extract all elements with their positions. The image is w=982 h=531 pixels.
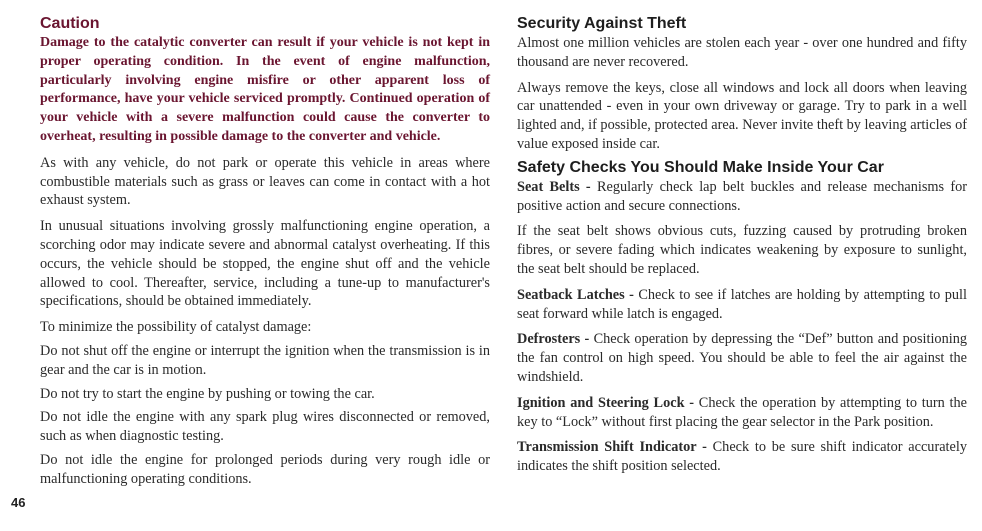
item-label: Seat Belts - (517, 178, 591, 195)
paragraph-overheating: In unusual situations involving grossly malfunctioning engine operation, a scorching odor may indicate severe and abnormal catalyst overheating. If this occurs, the vehicle should be stopped, the engine shut off and the vehicle allowed to cool. Thereafter, service, including a tune-up to manufacturer's specifications, should be obtained immediately. (40, 218, 490, 310)
item-defrosters (517, 330, 967, 386)
caution-heading: Caution (40, 15, 100, 32)
paragraph-no-push-start: Do not try to start the engine by pushing or towing the car. (40, 385, 375, 402)
page-number: 46 (11, 495, 26, 510)
item-text: Check to see if latches are holding by attempting to pull seat forward while latch is engaged. (517, 286, 967, 322)
paragraph-combustible: As with any vehicle, do not park or operate this vehicle in areas where combustible materials such as grass or leaves can come in contact with a hot exhaust system. (40, 154, 490, 209)
item-text: If the seat belt shows obvious cuts, fuzzing caused by protruding broken fibres, or severe fading which indicates weakening by exposure to sunlight, the seat belt should be replaced. (517, 223, 967, 277)
theft-paragraph-advice: Always remove the keys, close all windows and lock all doors when leaving car unattended - even in your own driveway or garage. Try to park in a well lighted and, if possible, protected area. Never invite theft by leaving articles of value exposed inside car. (517, 79, 967, 152)
item-ignition-lock (517, 394, 967, 432)
theft-heading: Security Against Theft (517, 15, 687, 32)
item-text: Regularly check lap belt buckles and release mechanisms for positive action and secure connections. (517, 178, 968, 214)
left-column (40, 14, 490, 489)
safety-heading: Safety Checks You Should Make Inside Your Car (517, 158, 884, 176)
item-seat-belt-damage (517, 222, 967, 278)
theft-paragraph-stats: Almost one million vehicles are stolen each year - over one hundred and fifty thousand are never recovered. (517, 35, 967, 70)
item-label: Ignition and Steering Lock - (517, 394, 695, 411)
item-text: Check operation by depressing the “Def” button and positioning the fan control on high speed. You should be able to feel the air against the windshield. (517, 331, 967, 385)
item-label: Seatback Latches - (517, 286, 634, 303)
item-label: Defrosters - (517, 331, 590, 348)
paragraph-no-idle-wires: Do not idle the engine with any spark plug wires disconnected or removed, such as when diagnostic testing. (40, 409, 490, 445)
paragraph-no-idle-rough: Do not idle the engine for prolonged periods during very rough idle or malfunctioning operating conditions. (40, 451, 490, 487)
item-seat-belts (517, 178, 967, 216)
caution-text: Damage to the catalytic converter can result if your vehicle is not kept in proper operating condition. In the event of engine malfunction, particularly involving engine misfire or other apparent loss of performance, have your vehicle serviced promptly. Continued operation of your vehicle with a severe malfunction could cause the converter to overheat, resulting in possible damage to the converter and vehicle. (40, 35, 490, 144)
item-shift-indicator (517, 438, 967, 476)
paragraph-no-shutoff: Do not shut off the engine or interrupt the ignition when the transmission is in gear and the car is in motion. (40, 342, 490, 378)
paragraph-minimize: To minimize the possibility of catalyst damage: (40, 319, 312, 336)
item-seatback-latches (517, 286, 967, 324)
right-column (517, 14, 967, 476)
item-text: Check to be sure shift indicator accurately indicates the shift position selected. (517, 439, 967, 475)
item-text: Check the operation by attempting to turn the key to “Lock” without first placing the gear selector in the Park position. (517, 394, 967, 430)
item-label: Transmission Shift Indicator - (517, 439, 707, 456)
